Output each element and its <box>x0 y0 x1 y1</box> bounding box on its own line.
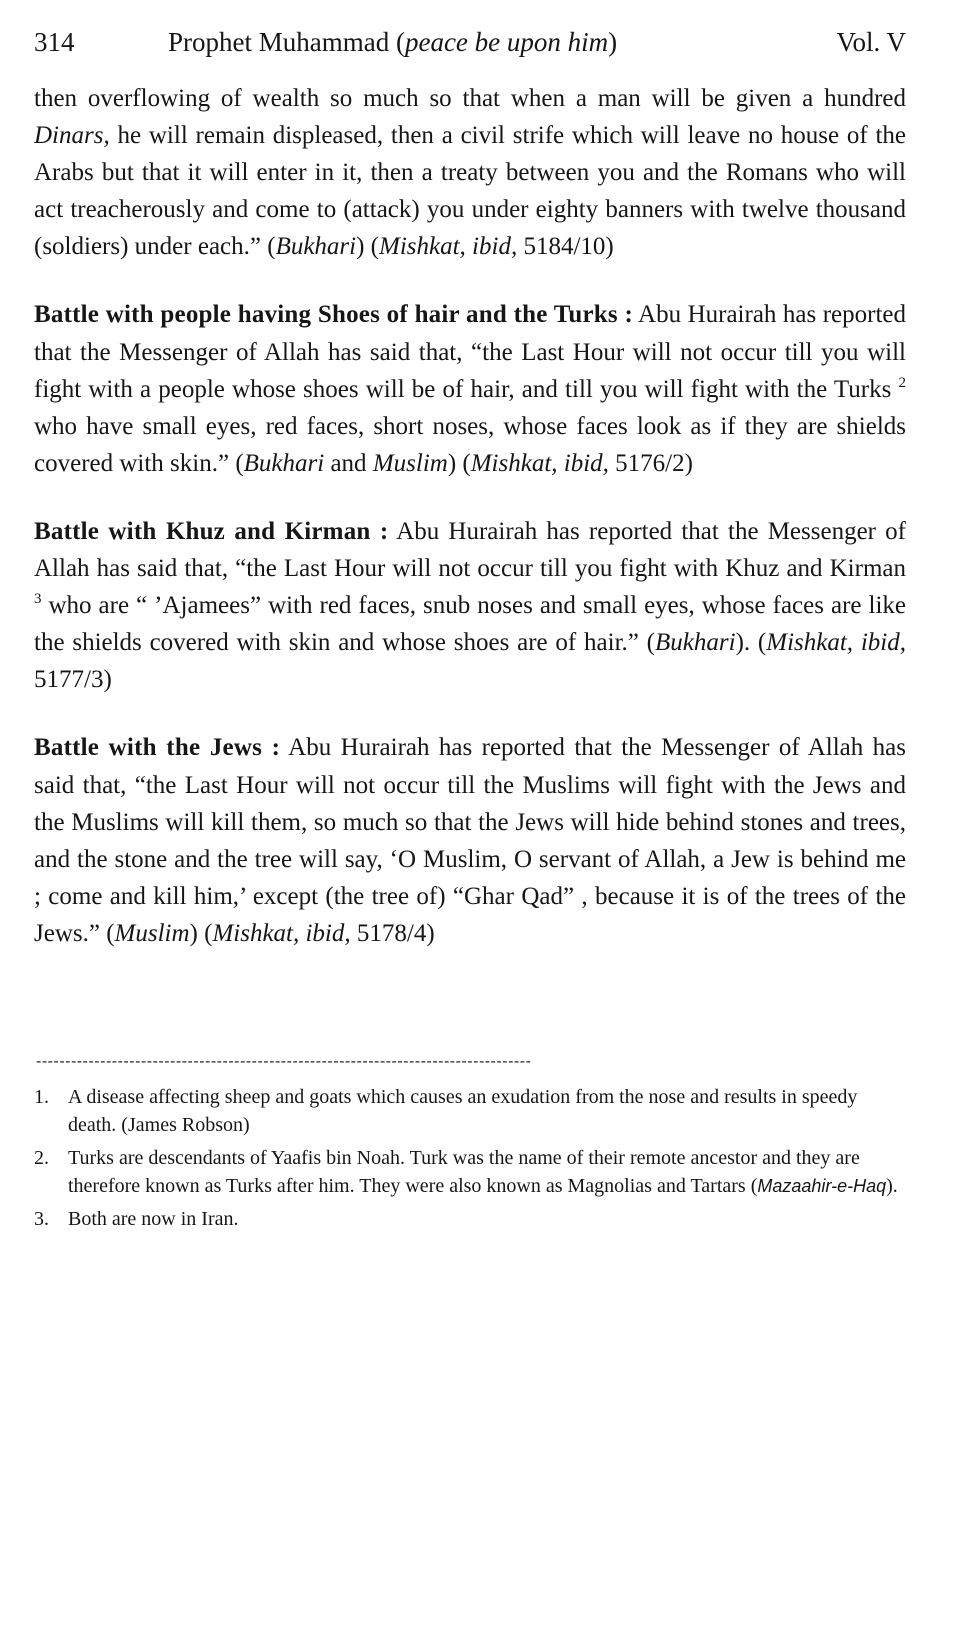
footnote-3: 3. Both are now in Iran. <box>34 1207 239 1230</box>
page-body <box>34 80 906 952</box>
section-heading-khuz-kirman: Battle with Khuz and Kirman : <box>34 517 389 545</box>
footnote-1: 1. A disease affecting sheep and goats which causes an exudation from the nose and results in speedy death. (James Robson) <box>34 1085 858 1136</box>
footnote-divider: ------------------------------------------------------------------------------------- <box>36 1052 532 1070</box>
running-title-main: Prophet Muhammad ( <box>168 27 405 57</box>
footnote-ref-2: 2 <box>898 374 906 391</box>
section-heading-jews: Battle with the Jews : <box>34 734 281 762</box>
footnotes <box>34 1083 906 1233</box>
running-header <box>34 22 906 62</box>
book-page <box>34 22 906 1238</box>
running-title-end: ) <box>608 27 618 57</box>
footnote-2: 2. Turks are descendants of Yaafis bin Noah. Turk was the name of their remote ancestor and they are therefore known as Turks after him. They were also known as Magnolias and Tartars (Mazaahir-e-Haq). <box>34 1146 898 1197</box>
paragraph-jews: Battle with the Jews : Abu Hurairah has reported that the Messenger of Allah has said that, “the Last Hour will not occur till the Muslims will fight with the Jews and the Muslims will kill them, so much so that the Jews will hide behind stones and trees, and the stone and the tree will say, ‘O Muslim, O servant of Allah, a Jew is behind me ; come and kill him,’ except (the tree of) “Ghar Qad” , because it is of the trees of the Jews.” (Muslim) (Mishkat, ibid, 5178/4) <box>34 734 906 947</box>
footnote-ref-3: 3 <box>34 591 42 608</box>
page-number: 314 <box>34 27 75 57</box>
paragraph-khuz-kirman: Battle with Khuz and Kirman : Abu Hurairah has reported that the Messenger of Allah has said that, “the Last Hour will not occur till you fight with Khuz and Kirman $^3$ who are “ ’Ajamees” with red faces, snub noses and small eyes, whose faces are like the shields covered with skin and whose shoes are of hair.” (Bukhari). (Mishkat, ibid, 5177/3) <box>34 517 906 694</box>
running-title-italic: peace be upon him <box>404 27 609 57</box>
section-heading-turks: Battle with people having Shoes of hair and the Turks : <box>34 301 633 329</box>
running-title <box>168 22 617 62</box>
volume-label: Vol. V <box>836 27 906 57</box>
paragraph-turks: Battle with people having Shoes of hair and the Turks : Abu Hurairah has reported that the Messenger of Allah has said that, “the Last Hour will not occur till you will fight with a people whose shoes will be of hair, and till you will fight with the Turks $^2$ who have small eyes, red faces, short noses, whose faces look as if they are shields covered with skin.” (Bukhari and Muslim) (Mishkat, ibid, 5176/2) <box>34 301 906 477</box>
paragraph-continuation: then overflowing of wealth so much so that when a man will be given a hundred Dinars, he will remain displeased, then a civil strife which will leave no house of the Arabs but that it will enter in it, then a treaty between you and the Romans who will act treacherously and come to (attack) you under eighty banners with twelve thousand (soldiers) under each.” (Bukhari) (Mishkat, ibid, 5184/10) <box>34 85 906 261</box>
